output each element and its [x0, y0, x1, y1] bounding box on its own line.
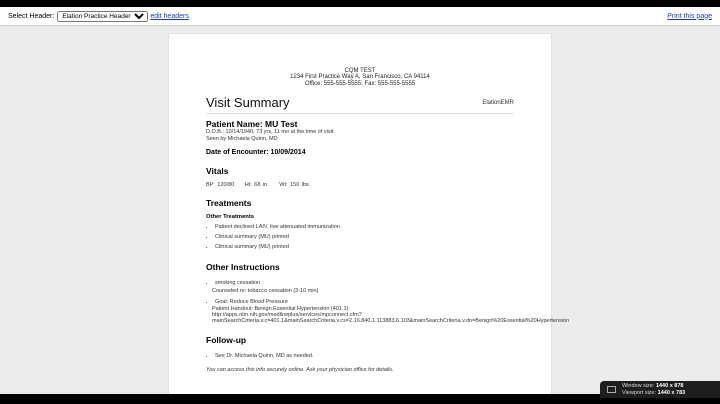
handout-title: Patient Handout: Benign Essential Hypertension (401.1):: [212, 306, 350, 313]
list-item: • Clinical summary (MU) printed: [215, 232, 514, 242]
date-of-encounter: Date of Encounter: 10/09/2014: [206, 148, 306, 156]
practice-header: [206, 68, 514, 87]
visit-summary-page: [168, 33, 570, 403]
window-size-label: Window size:: [622, 383, 655, 389]
practice-name: CQM TEST: [344, 68, 376, 74]
list-item: • See Dr. Michaela Quinn, MD as needed.: [215, 351, 514, 361]
list-item: • Goal: Reduce Blood Pressure: [215, 297, 514, 307]
window-size-value: 1440 x 878: [655, 383, 684, 389]
handout-url: http://apps.nlm.nih.gov/medlineplus/services/mpconnect.cfm?: [212, 312, 362, 319]
vital-ht: Ht: 68 in.: [244, 181, 269, 188]
toolbar: [0, 7, 720, 26]
patient-dob: D.O.B.: 10/14/1940; 73 yrs, 11 mo at the time of visit: [206, 128, 334, 135]
select-header-label: Select Header:: [8, 12, 55, 20]
edit-headers-link[interactable]: edit headers: [150, 12, 189, 20]
footer-note: You can access this info securely online. Ask your physician office for details.: [206, 366, 394, 373]
treatments-heading: Treatments: [206, 197, 252, 208]
window-size-overlay: [600, 381, 720, 398]
vitals-values: [206, 182, 514, 188]
vitals-heading: Vitals: [206, 165, 229, 176]
elation-logo: ElationEMR: [482, 99, 514, 106]
list-item: • smoking cessation: [215, 278, 514, 288]
vital-wt: Wt: 150 lbs.: [279, 181, 311, 188]
vital-bp: BP: 120/80: [206, 181, 235, 188]
other-instructions-heading: Other Instructions: [206, 261, 280, 272]
instruction-note: Counseled re: tobacco cessation (3-10 min): [212, 287, 319, 294]
window-icon: [607, 386, 616, 393]
practice-phone: Office: 555-555-5555; Fax: 555-555-5555: [304, 80, 416, 87]
viewport-size-label: Viewport size:: [622, 389, 657, 396]
practice-address: 1234 First Practice Way A, San Francisco, CA 94114: [290, 74, 430, 81]
seen-by: Seen by Michaela Quinn, MD: [206, 135, 278, 142]
follow-up-heading: Follow-up: [206, 334, 247, 345]
other-treatments-heading: Other Treatments: [206, 213, 254, 220]
patient-name: Patient Name: MU Test: [206, 118, 298, 129]
header-select[interactable]: [57, 11, 148, 22]
page-title: Visit Summary: [206, 94, 290, 110]
list-item: • Patient declined LAIV, live attenuated immunization: [215, 222, 514, 232]
list-item: • Clinical summary (MU) printed: [215, 242, 514, 252]
print-page-link[interactable]: Print this page: [667, 12, 712, 20]
viewport-size-value: 1440 x 783: [657, 389, 686, 396]
top-bar: [0, 0, 720, 7]
handout-url-params: mainSearchCriteria.v.c=401.1&mainSearchCriteria.v.cs=2.16.840.1.113883.6.103&mainSearchCriteria.v.dn=Benign%20Essential%20Hypertension: [212, 317, 570, 324]
handout-note: [212, 306, 570, 324]
